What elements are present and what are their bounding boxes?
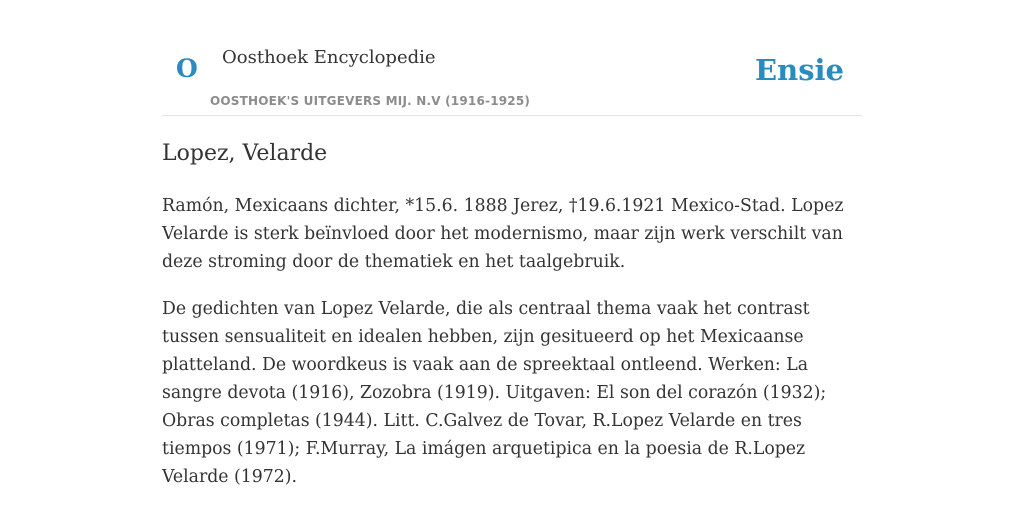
encyclopedia-header: [162, 0, 862, 116]
entry-paragraph-2: De gedichten van Lopez Velarde, die als centraal thema vaak het contrast tussen sensualiteit en idealen hebben, zijn gesitueerd op het Mexicaanse platteland. De woordkeus is vaak aan de spreektaal ontleend. Werken: La sangre devota (1916), Zozobra (1919). Uitgaven: El son del corazón (1932); Obras completas (1944). Litt. C.Galvez de Tovar, R.Lopez Velarde en tres tiempos (1971); F.Murray, La imágen arquetipica en la poesia de R.Lopez Velarde (1972).: [162, 299, 827, 487]
oosthoek-logo[interactable]: O: [176, 54, 198, 83]
ensie-brand-link[interactable]: Ensie: [755, 53, 844, 87]
entry-title: Lopez, Velarde: [162, 141, 328, 166]
entry-paragraph-1: Ramón, Mexicaans dichter, *15.6. 1888 Jerez, †19.6.1921 Mexico-Stad. Lopez Velarde is sterk beïnvloed door het modernismo, maar zijn werk verschilt van deze stroming door de thematiek en het taalgebruik.: [162, 196, 844, 272]
encyclopedia-entry: [162, 138, 862, 491]
publisher-subtitle: OOSTHOEK'S UITGEVERS MIJ. N.V (1916-1925): [210, 94, 531, 108]
publication-title-link[interactable]: Oosthoek Encyclopedie: [222, 47, 436, 68]
